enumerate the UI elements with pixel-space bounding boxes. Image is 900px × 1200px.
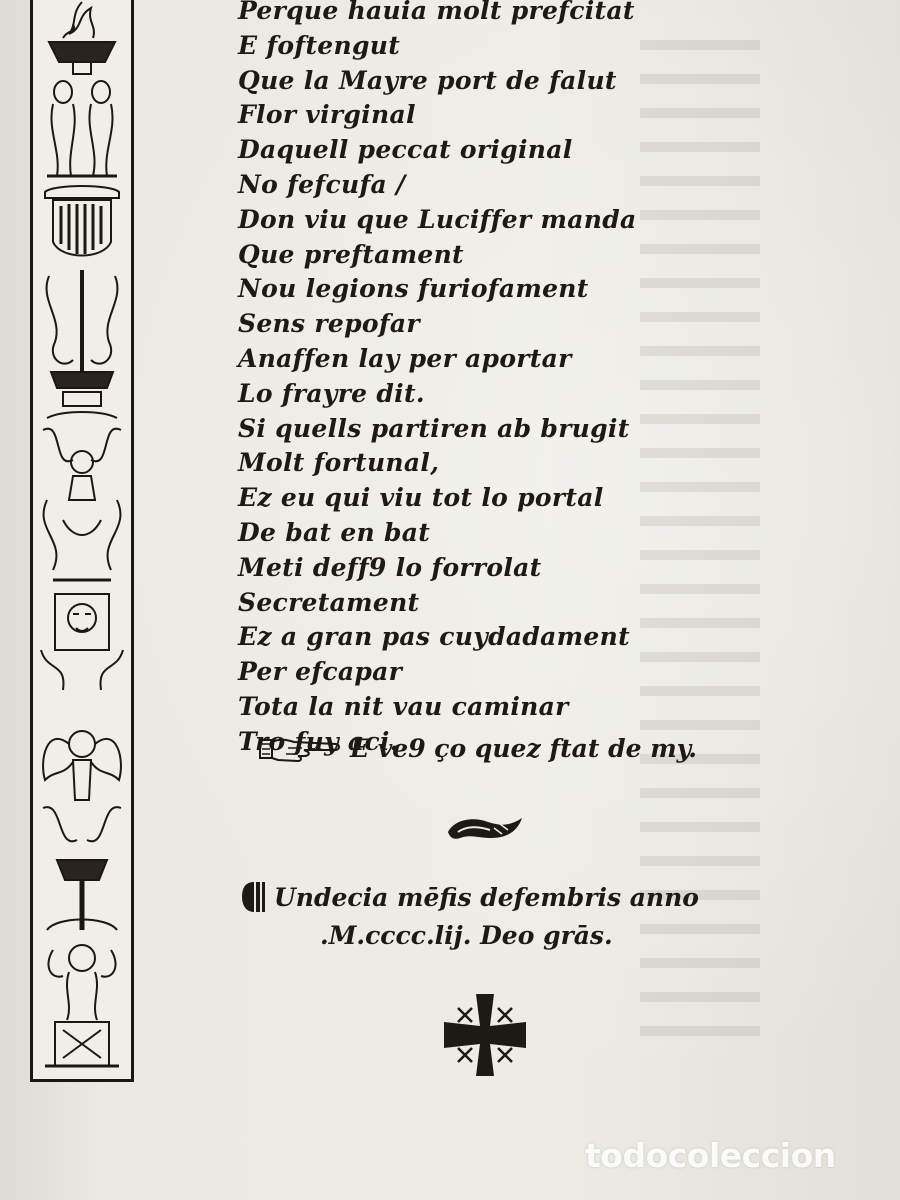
verse-line: Si quells partiren ab brugit xyxy=(238,413,630,443)
fleuron-icon xyxy=(444,812,526,846)
closing-text: E ve9 ço quez ftat de my. xyxy=(350,733,698,763)
colophon-line-1: Undecia mēfis defembris anno xyxy=(274,882,699,912)
verse-line: No fefcufa / xyxy=(238,169,406,199)
verse-line: Anaffen lay per aportar xyxy=(238,343,572,373)
verse-line: Meti deff9 lo forrolat xyxy=(238,552,542,582)
ornamental-border xyxy=(30,0,134,1082)
verse-line: Molt fortunal, xyxy=(238,448,440,478)
verse-line: Daquell peccat original xyxy=(238,135,573,165)
pointing-hand-icon xyxy=(258,734,342,762)
verse-line: Tota la nit vau caminar xyxy=(238,691,569,721)
verse-line: De bat en bat xyxy=(238,517,431,547)
verse-line: Lo frayre dit. xyxy=(238,378,425,408)
verse-line: Tro fuy aci. xyxy=(238,726,399,756)
verse-line: Secretament xyxy=(238,587,420,617)
verse-line: Que preftament xyxy=(238,239,464,269)
verse-line: Per efcapar xyxy=(238,657,403,687)
verse-line: Flor virginal xyxy=(238,100,416,130)
verse-line: Sens repofar xyxy=(238,309,420,339)
verse-line: Ez eu qui viu tot lo portal xyxy=(238,483,604,513)
printer-mark-cross-icon xyxy=(442,992,528,1078)
verse-line: E foftengut xyxy=(238,30,401,60)
verse-line: Perque hauia molt prefcitat xyxy=(238,0,635,25)
colophon xyxy=(240,878,760,956)
pilcrow-icon xyxy=(240,880,266,914)
closing-line xyxy=(258,728,697,768)
ornament-illustration xyxy=(33,0,131,1082)
verse-line: Don viu que Luciffer manda xyxy=(238,204,637,234)
verse-line: Que la Mayre port de falut xyxy=(238,65,617,95)
verse-lines xyxy=(238,0,636,760)
colophon-line-2: .M.cccc.lij. Deo grās. xyxy=(320,921,613,950)
verse-line: Ez a gran pas cuydadament xyxy=(238,622,630,652)
watermark-text: todocoleccion xyxy=(585,1136,836,1175)
verse-line: Nou legions furiofament xyxy=(238,274,589,304)
